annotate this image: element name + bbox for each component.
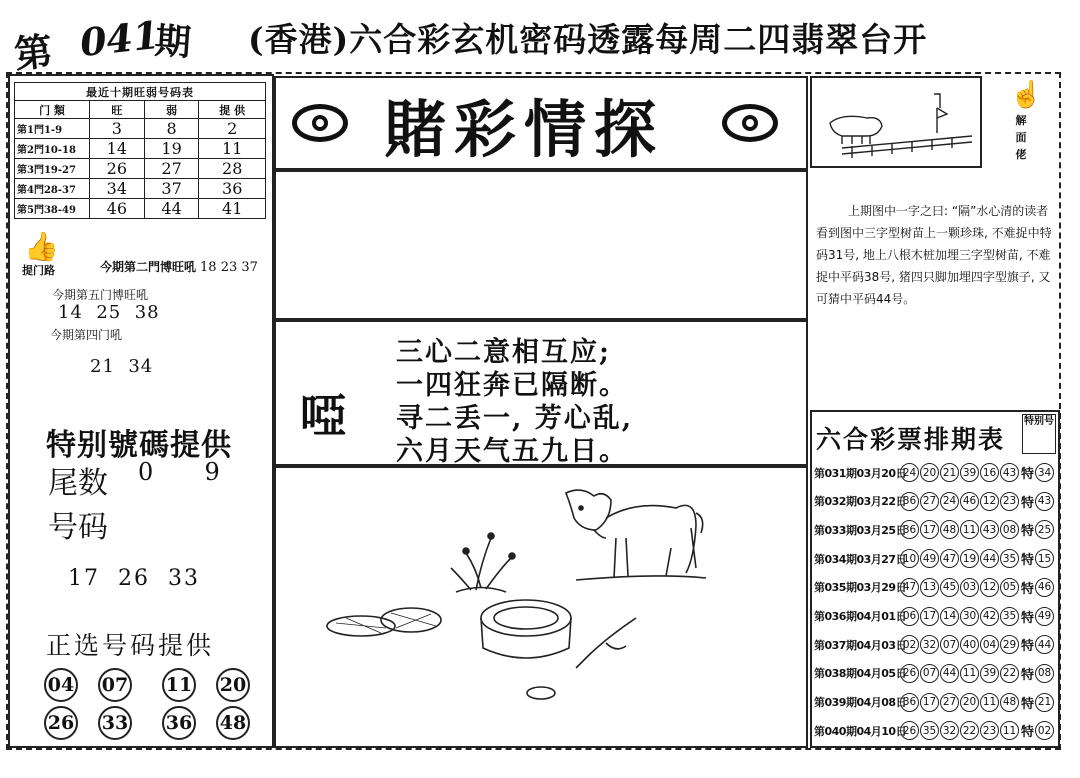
special-marker: 特 <box>1021 467 1035 482</box>
draw-ball: 27 <box>920 492 939 511</box>
pick-number: 26 <box>44 706 78 740</box>
draw-ball: 24 <box>900 463 919 482</box>
schedule-date: 第040期04月10日 <box>814 724 907 738</box>
draw-ball: 16 <box>980 463 999 482</box>
ruo-cell: 19 <box>144 139 199 159</box>
ruo-cell: 37 <box>144 179 199 199</box>
header <box>0 0 1080 77</box>
draw-ball: 30 <box>960 607 979 626</box>
schedule-row <box>814 517 1060 542</box>
draw-ball: 29 <box>1000 635 1019 654</box>
issue-prefix: 第 <box>12 28 55 77</box>
poem-line: 一四狂奔已隔断。 <box>396 370 628 401</box>
schedule-date: 第039期04月08日 <box>814 696 907 710</box>
calf-well-illustration <box>276 468 806 746</box>
pick-number: 36 <box>162 706 196 740</box>
tigong-cell: 28 <box>199 159 266 179</box>
draw-ball: 39 <box>980 664 999 683</box>
draw-ball: 35 <box>1000 549 1019 568</box>
wang-cell: 34 <box>90 179 145 199</box>
pick-number: 04 <box>44 668 78 702</box>
wang-cell: 26 <box>90 159 145 179</box>
gate-cell: 第4門28-37 <box>15 179 90 199</box>
illustration-panel <box>274 466 808 748</box>
draw-ball: 22 <box>1000 664 1019 683</box>
tail-value: 0 9 <box>138 458 232 486</box>
tip-label: 提门路 <box>22 264 55 277</box>
page-title: (香港)六合彩玄机密码透露每周二四翡翠台开 <box>248 20 928 59</box>
draw-ball: 13 <box>920 578 939 597</box>
draw-ball: 11 <box>960 664 979 683</box>
draw-ball: 27 <box>940 693 959 712</box>
schedule-row <box>814 575 1060 600</box>
pick-number: 20 <box>216 668 250 702</box>
draw-ball: 02 <box>900 635 919 654</box>
draw-ball: 20 <box>920 463 939 482</box>
gate5-label: 今期第五门博旺吼 <box>52 288 149 302</box>
special-ball: 15 <box>1035 549 1054 568</box>
gate-cell: 第3門19-27 <box>15 159 90 179</box>
draw-ball: 11 <box>980 693 999 712</box>
col-tigong: 提 供 <box>199 101 266 119</box>
draw-ball: 45 <box>940 578 959 597</box>
draw-ball: 40 <box>960 635 979 654</box>
wang-cell: 14 <box>90 139 145 159</box>
schedule-date: 第033期03月25日 <box>814 523 907 537</box>
draw-ball: 39 <box>960 463 979 482</box>
schedule-row <box>814 546 1060 571</box>
table-row <box>15 139 266 159</box>
clue-picture <box>810 76 982 168</box>
riddle-text: 上期图中一字之曰: “隔”水心清的读者看到图中三字型树苗上一颗珍珠, 不难捉中特码31号, 地上八根木桩加埋三字型树苗, 不难捉中平码38号, 猪四只脚加埋四字型旗子, 又可猜中平码44号。 <box>816 204 1052 306</box>
special-marker: 特 <box>1021 610 1035 626</box>
col-ruo: 弱 <box>144 101 199 119</box>
draw-ball: 04 <box>980 635 999 654</box>
draw-ball: 49 <box>920 549 939 568</box>
thumbs-up-icon: 👍 <box>24 230 59 263</box>
special-marker: 特 <box>1021 639 1035 655</box>
draw-ball: 48 <box>940 520 959 539</box>
draw-ball: 11 <box>1000 721 1019 740</box>
draw-ball: 24 <box>940 492 959 511</box>
schedule-date: 第032期03月22日 <box>814 495 907 509</box>
draw-ball: 23 <box>980 721 999 740</box>
schedule-date: 第031期03月20日 <box>814 466 907 480</box>
special-marker: 特 <box>1021 696 1035 712</box>
special-ball: 21 <box>1035 693 1054 712</box>
pick-number: 48 <box>216 706 250 740</box>
history-caption: 最近十期旺弱号码表 <box>15 83 266 101</box>
poem-key-char: 啞 <box>300 389 346 443</box>
draw-ball: 47 <box>940 549 959 568</box>
eye-icon <box>722 104 778 142</box>
schedule-row <box>814 489 1060 514</box>
draw-ball: 07 <box>940 635 959 654</box>
special-number-label: 特别号 <box>1022 414 1056 454</box>
tigong-cell: 11 <box>199 139 266 159</box>
draw-ball: 12 <box>980 578 999 597</box>
special-marker: 特 <box>1021 524 1035 540</box>
poem-line: 三心二意相互应; <box>396 337 611 368</box>
draw-ball: 36 <box>900 693 919 712</box>
draw-ball: 19 <box>960 549 979 568</box>
draw-ball: 47 <box>900 578 919 597</box>
col-wang: 旺 <box>90 101 145 119</box>
draw-ball: 23 <box>1000 492 1019 511</box>
gate-cell: 第5門38-49 <box>15 199 90 219</box>
draw-ball: 48 <box>1000 693 1019 712</box>
special-ball: 44 <box>1035 635 1054 654</box>
gate4-label: 今期第四门吼 <box>50 328 123 342</box>
draw-ball: 44 <box>940 664 959 683</box>
eye-icon <box>292 104 348 142</box>
special-marker: 特 <box>1021 581 1035 597</box>
draw-ball: 26 <box>900 721 919 740</box>
draw-ball: 03 <box>960 578 979 597</box>
gate2-label: 今期第二門博旺吼 <box>100 260 197 274</box>
special-title: 特别號碼提供 <box>46 428 232 463</box>
tail-label: 尾数 <box>48 466 108 501</box>
draw-ball: 10 <box>900 549 919 568</box>
draw-ball: 07 <box>920 664 939 683</box>
col-gate: 门 類 <box>15 101 90 119</box>
draw-ball: 22 <box>960 721 979 740</box>
wang-cell: 46 <box>90 199 145 219</box>
schedule-row <box>814 718 1060 743</box>
draw-ball: 14 <box>940 607 959 626</box>
draw-ball: 11 <box>960 520 979 539</box>
tigong-cell: 36 <box>199 179 266 199</box>
table-row <box>15 179 266 199</box>
draw-ball: 12 <box>980 492 999 511</box>
pig-fence-illustration <box>812 78 980 166</box>
draw-ball: 21 <box>940 463 959 482</box>
gate-cell: 第2門10-18 <box>15 139 90 159</box>
draw-ball: 43 <box>980 520 999 539</box>
draw-ball: 42 <box>980 607 999 626</box>
history-header-row <box>15 101 266 119</box>
special-ball: 25 <box>1035 520 1054 539</box>
poem <box>396 336 633 468</box>
special-ball: 46 <box>1035 578 1054 597</box>
riddle-side-label: 解面佬 <box>1015 114 1027 161</box>
schedule-title: 六合彩票排期表 <box>816 425 1006 454</box>
wang-cell: 3 <box>90 119 145 139</box>
code-value: 17 26 33 <box>68 566 200 591</box>
gate5-numbers: 14 25 38 <box>58 302 160 323</box>
special-marker: 特 <box>1021 553 1035 569</box>
special-marker: 特 <box>1021 495 1035 511</box>
tigong-cell: 41 <box>199 199 266 219</box>
banner-title: 賭彩情探 <box>384 93 665 166</box>
draw-ball: 35 <box>920 721 939 740</box>
poem-line: 六月天气五九日。 <box>396 436 628 467</box>
gate2-tip <box>100 258 258 275</box>
draw-ball: 06 <box>900 607 919 626</box>
ruo-cell: 27 <box>144 159 199 179</box>
gate-cell: 第1門1-9 <box>15 119 90 139</box>
issue-suffix: 期 <box>153 19 193 65</box>
draw-ball: 05 <box>1000 578 1019 597</box>
schedule-date: 第036期04月01日 <box>814 610 907 623</box>
schedule-date: 第037期04月03日 <box>814 638 907 652</box>
special-ball: 08 <box>1035 664 1054 683</box>
draw-ball: 36 <box>900 520 919 539</box>
schedule-date: 第035期03月29日 <box>814 581 907 595</box>
schedule-row <box>814 690 1060 715</box>
poem-line: 寻二丢一, 芳心乱, <box>396 403 634 434</box>
pick-number: 33 <box>98 706 132 740</box>
main-pick-title: 正选号码提供 <box>46 631 215 660</box>
schedule-row <box>814 460 1060 485</box>
draw-ball: 44 <box>980 549 999 568</box>
blank-panel <box>274 170 808 320</box>
schedule-row <box>814 632 1060 657</box>
draw-ball: 17 <box>920 520 939 539</box>
special-ball: 34 <box>1035 463 1054 482</box>
draw-ball: 43 <box>1000 463 1019 482</box>
draw-ball: 35 <box>1000 607 1019 626</box>
draw-ball: 32 <box>920 635 939 654</box>
draw-ball: 20 <box>960 693 979 712</box>
gate2-numbers: 18 23 37 <box>200 260 258 275</box>
draw-ball: 17 <box>920 693 939 712</box>
draw-ball: 26 <box>900 664 919 683</box>
schedule-row <box>814 604 1060 629</box>
draw-ball: 36 <box>900 492 919 511</box>
pick-number: 11 <box>162 668 196 702</box>
draw-ball: 46 <box>960 492 979 511</box>
history-table <box>14 82 266 219</box>
code-label: 号码 <box>48 510 108 545</box>
pointing-hand-icon: ☝ <box>1010 80 1043 110</box>
special-ball: 43 <box>1035 492 1054 511</box>
gate4-numbers: 21 34 <box>90 356 154 377</box>
schedule-date: 第038期04月05日 <box>814 667 907 681</box>
draw-ball: 08 <box>1000 520 1019 539</box>
draw-ball: 17 <box>920 607 939 626</box>
schedule-date: 第034期03月27日 <box>814 552 907 566</box>
special-marker: 特 <box>1021 667 1035 683</box>
table-row <box>15 159 266 179</box>
schedule-row <box>814 661 1060 686</box>
ruo-cell: 44 <box>144 199 199 219</box>
pick-number: 07 <box>98 668 132 702</box>
issue-number: 041 <box>77 11 162 66</box>
special-marker: 特 <box>1021 725 1035 741</box>
ruo-cell: 8 <box>144 119 199 139</box>
table-row <box>15 119 266 139</box>
draw-ball: 32 <box>940 721 959 740</box>
special-ball: 02 <box>1035 721 1054 740</box>
tigong-cell: 2 <box>199 119 266 139</box>
special-ball: 49 <box>1035 607 1054 626</box>
table-row <box>15 199 266 219</box>
